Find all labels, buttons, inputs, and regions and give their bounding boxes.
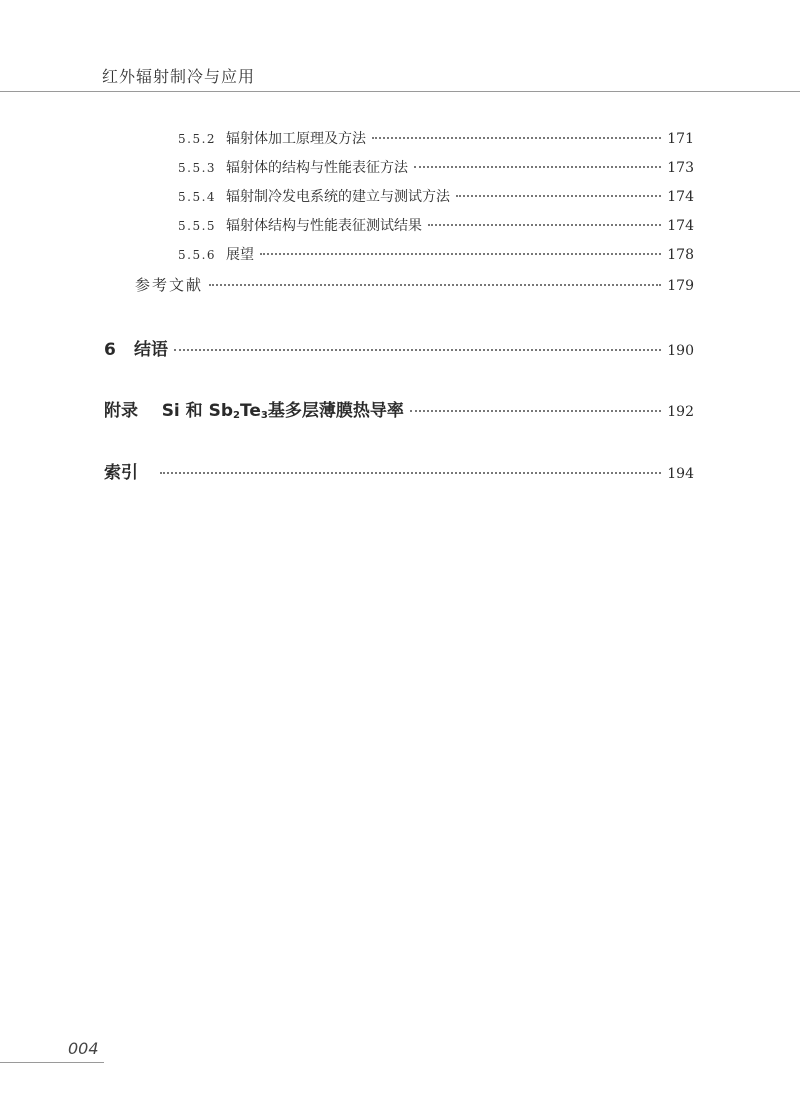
section-number: 5.5.4 — [178, 190, 217, 204]
appendix-title-part: Si 和 Sb — [161, 401, 234, 421]
toc-entry-chapter-6[interactable] — [104, 335, 694, 360]
dot-leader — [410, 410, 661, 412]
dot-leader — [372, 137, 661, 139]
toc-entry-references[interactable] — [135, 274, 694, 295]
appendix-title-part: Te — [239, 401, 261, 421]
toc-entry-5-5-5[interactable] — [178, 215, 694, 235]
footer-rule — [0, 1062, 104, 1063]
toc-entry-index[interactable] — [104, 458, 694, 483]
dot-leader — [160, 472, 661, 474]
section-title: 辐射体加工原理及方法 — [226, 131, 366, 147]
page-number: 173 — [667, 160, 694, 176]
section-number: 5.5.2 — [178, 132, 217, 146]
index-title: 索引 — [104, 463, 138, 483]
section-number: 5.5.5 — [178, 219, 217, 233]
toc-entry-5-5-2[interactable] — [178, 128, 694, 148]
subscript-2: 2 — [233, 410, 240, 421]
references-title: 参考文献 — [135, 276, 204, 294]
page-number: 190 — [667, 343, 694, 359]
chapter-number: 6 — [104, 340, 116, 360]
page-number: 174 — [667, 218, 694, 234]
dot-leader — [174, 349, 661, 351]
dot-leader — [456, 195, 661, 197]
toc-entry-5-5-4[interactable] — [178, 186, 694, 206]
subscript-3: 3 — [260, 410, 268, 421]
appendix-title-part: 基多层薄膜热导率 — [267, 401, 404, 421]
dot-leader — [414, 166, 661, 168]
section-number: 5.5.3 — [178, 161, 217, 175]
appendix-label: 附录 — [104, 401, 138, 421]
section-title: 辐射体结构与性能表征测试结果 — [226, 218, 422, 234]
section-title: 展望 — [226, 247, 254, 263]
page-number: 174 — [667, 189, 694, 205]
running-header-title: 红外辐射制冷与应用 — [102, 67, 256, 86]
dot-leader — [428, 224, 661, 226]
section-title: 辐射体的结构与性能表征方法 — [226, 160, 408, 176]
toc-entry-5-5-6[interactable] — [178, 244, 694, 264]
header-rule — [0, 91, 800, 92]
page-number: 178 — [667, 247, 694, 263]
chapter-title: 结语 — [134, 340, 168, 360]
page-number: 194 — [667, 466, 694, 482]
toc-entry-5-5-3[interactable] — [178, 157, 694, 177]
footer-page-number: 004 — [68, 1039, 99, 1058]
page-number: 179 — [667, 278, 694, 294]
toc-entry-appendix[interactable] — [104, 396, 694, 421]
dot-leader — [209, 284, 661, 286]
dot-leader — [260, 253, 661, 255]
page-number: 192 — [667, 404, 694, 420]
section-number: 5.5.6 — [178, 248, 217, 262]
section-title: 辐射制冷发电系统的建立与测试方法 — [226, 189, 450, 205]
page-number: 171 — [667, 131, 694, 147]
